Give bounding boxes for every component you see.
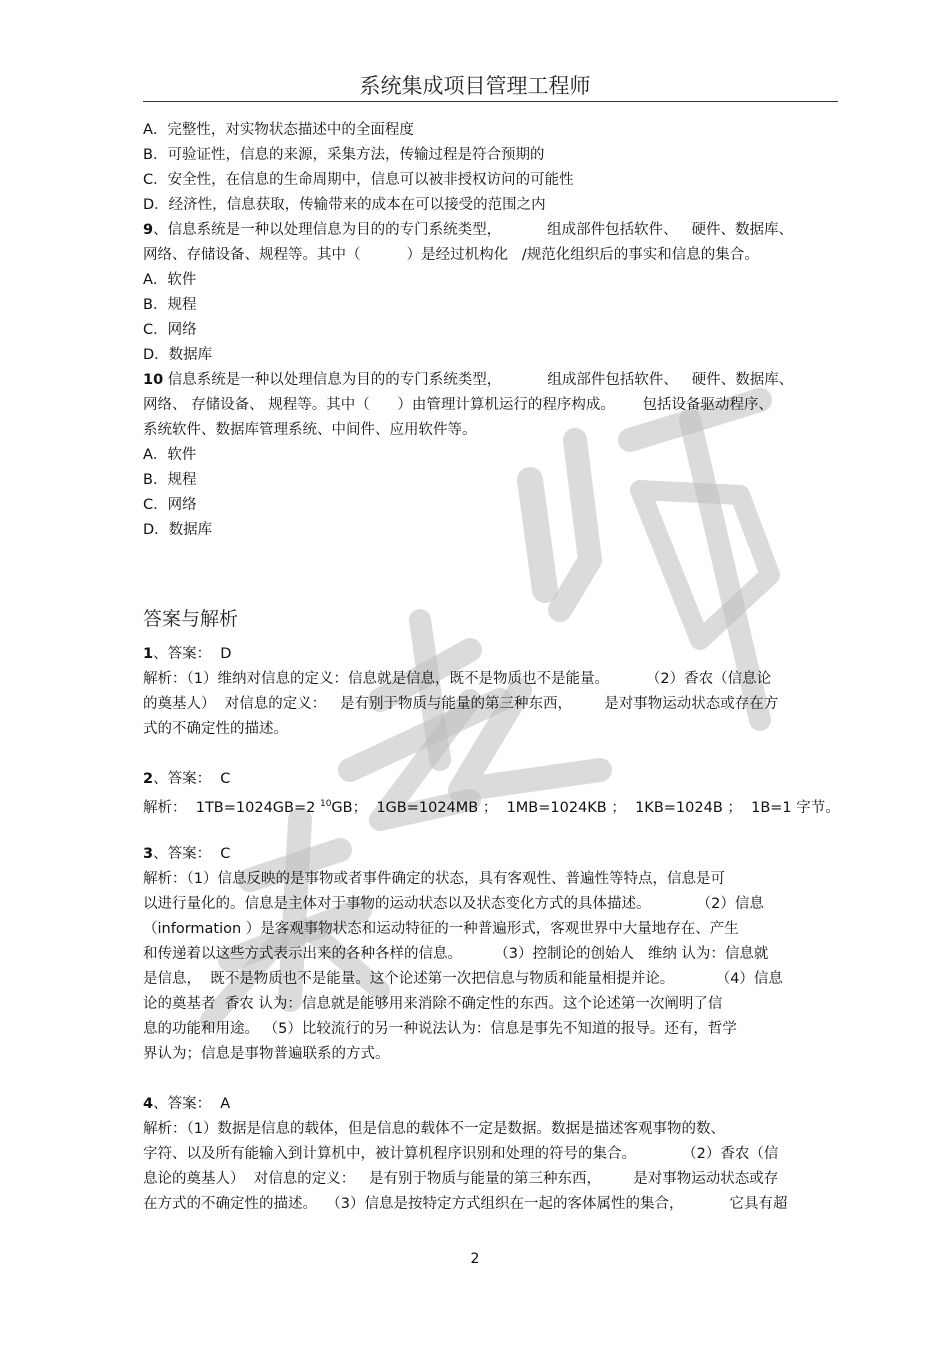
- answer-1-label: 1、答案： D: [143, 646, 232, 662]
- question-10-line-3: 系统软件、数据库管理系统、中间件、应用软件等。: [143, 422, 477, 438]
- answer-3-label: 3、答案： C: [143, 846, 231, 862]
- answer-3-line-2: 以进行量化的。信息是主体对于事物的运动状态以及状态变化方式的具体描述。 （2）信息: [143, 896, 764, 912]
- answer-1-line-2: 的奠基人） 对信息的定义： 是有别于物质与能量的第三种东西， 是对事物运动状态或存在方: [143, 696, 779, 712]
- question-9-line-1: 9、信息系统是一种以处理信息为目的的专门系统类型， 组成部件包括软件、 硬件、数据库、: [143, 222, 794, 238]
- question-10-line-2: 网络、 存储设备、 规程等。其中（ ）由管理计算机运行的程序构成。 包括设备驱动程序、: [143, 397, 774, 413]
- answer-3-line-6: 论的奠基者 香农 认为：信息就是能够用来消除不确定性的东西。这个论述第一次阐明了信: [143, 996, 723, 1012]
- answer-4-line-3: 息论的奠基人） 对信息的定义： 是有别于物质与能量的第三种东西， 是对事物运动状态或存: [143, 1171, 779, 1187]
- option-b: B．可验证性，信息的来源，采集方法，传输过程是符合预期的: [143, 147, 545, 163]
- answer-3-line-1: 解析：（1）信息反映的是事物或者事件确定的状态，具有客观性、普遍性等特点，信息是可: [143, 871, 725, 887]
- option-c: C．安全性，在信息的生命周期中，信息可以被非授权访问的可能性: [143, 172, 574, 188]
- option-a: A．完整性，对实物状态描述中的全面程度: [143, 122, 414, 138]
- answer-3-line-5: 是信息， 既不是物质也不是能量。这个论述第一次把信息与物质和能量相提并论。 （4）信息: [143, 971, 783, 987]
- header-title: 系统集成项目管理工程师: [359, 74, 591, 98]
- question-9-line-2: 网络、存储设备、规程等。其中（ ）是经过机构化 /规范化组织后的事实和信息的集合。: [143, 247, 759, 263]
- answer-3-line-3: （information ）是客观事物状态和运动特征的一种普遍形式，客观世界中大量地存在、产生: [143, 921, 739, 937]
- question-10-line-1: 10 信息系统是一种以处理信息为目的的专门系统类型， 组成部件包括软件、 硬件、数据库、: [143, 372, 794, 388]
- question-number: 10: [143, 372, 164, 388]
- option-a: A．软件: [143, 272, 197, 288]
- option-a: A．软件: [143, 447, 197, 463]
- answer-4-line-2: 字符、以及所有能输入到计算机中，被计算机程序识别和处理的符号的集合。 （2）香农（信: [143, 1146, 779, 1162]
- answer-1-line-1: 解析：（1）维纳对信息的定义：信息就是信息，既不是物质也不是能量。 （2）香农（信息论: [143, 671, 772, 687]
- answer-3-line-8: 界认为；信息是事物普遍联系的方式。: [143, 1046, 390, 1062]
- option-d: D．数据库: [143, 347, 213, 363]
- answer-4-line-4: 在方式的不确定性的描述。 （3）信息是按特定方式组织在一起的客体属性的集合， 它具有超: [143, 1196, 788, 1212]
- option-c: C．网络: [143, 322, 197, 338]
- answer-2-label: 2、答案： C: [143, 771, 231, 787]
- answer-3-line-4: 和传递着以这些方式表示出来的各种各样的信息。 （3）控制论的创始人 维纳 认为：信息就: [143, 946, 769, 962]
- option-b: B．规程: [143, 297, 197, 313]
- header-divider: [143, 101, 838, 102]
- option-d: D．数据库: [143, 522, 213, 538]
- section-title: 答案与解析: [143, 608, 239, 630]
- answer-4-line-1: 解析：（1）数据是信息的载体，但是信息的载体不一定是数据。数据是描述客观事物的数、: [143, 1121, 725, 1137]
- option-c: C．网络: [143, 497, 197, 513]
- answer-4-label: 4、答案： A: [143, 1096, 231, 1112]
- question-number: 9: [143, 222, 154, 238]
- answer-1-line-3: 式的不确定性的描述。: [143, 721, 288, 737]
- option-b: B．规程: [143, 472, 197, 488]
- answer-3-line-7: 息的功能和用途。 （5）比较流行的另一种说法认为：信息是事先不知道的报导。还有，哲学: [143, 1021, 737, 1037]
- answer-2-line-1: 解析： 1TB=1024GB=2 $^{10}$GB； 1GB=1024MB ； 1MB=1024KB ； 1KB=1024B ； 1B=1 字节。: [143, 799, 840, 816]
- option-d: D．经济性，信息获取，传输带来的成本在可以接受的范围之内: [143, 197, 546, 213]
- page-number: 2: [470, 1251, 480, 1267]
